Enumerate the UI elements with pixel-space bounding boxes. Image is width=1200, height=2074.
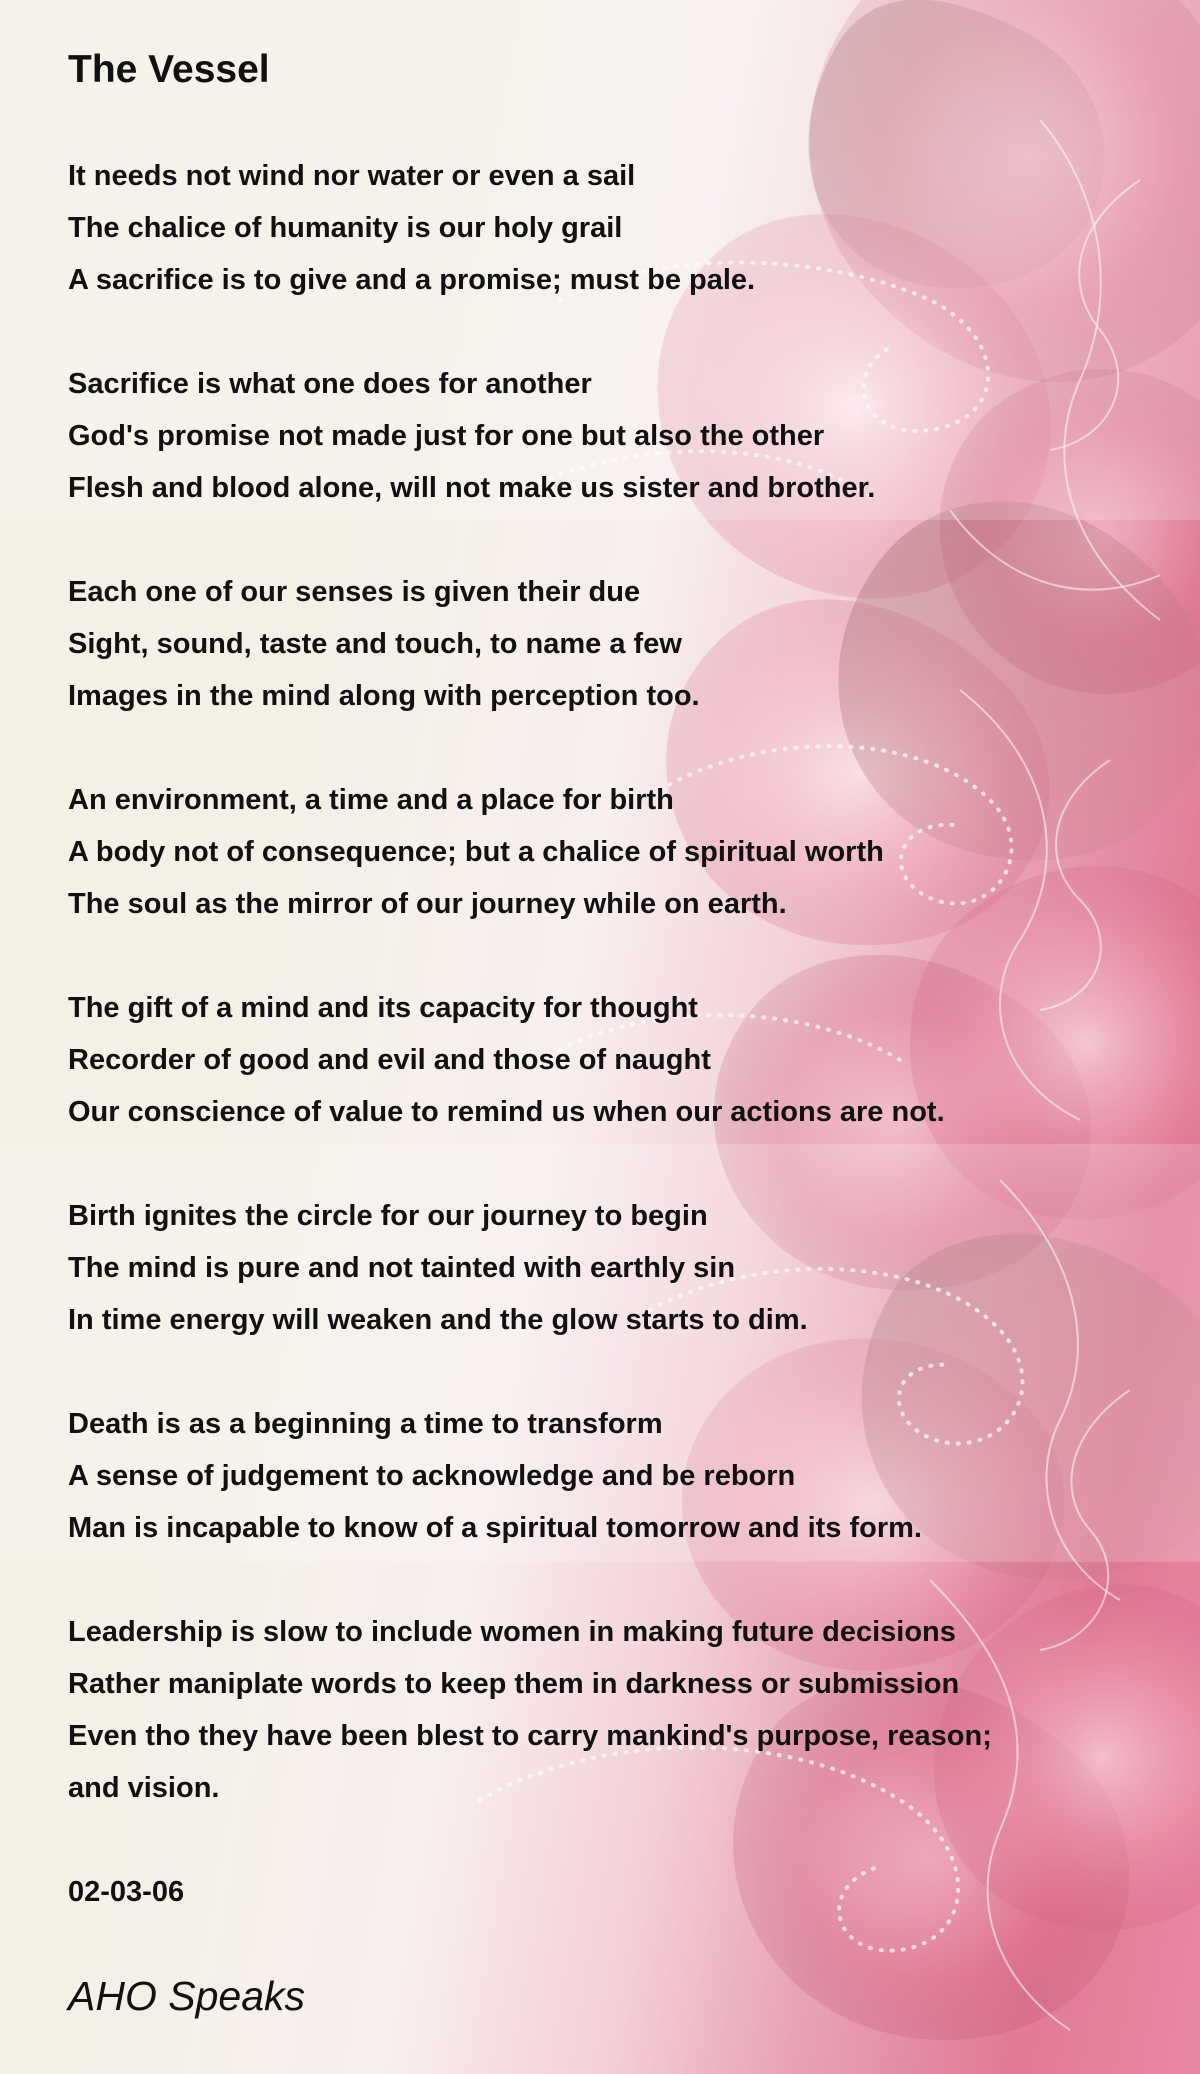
stanza-gap xyxy=(68,930,1128,982)
stanza-8 xyxy=(68,1606,1128,1814)
poem-line: The mind is pure and not tainted with earthly sin xyxy=(68,1252,736,1284)
stanza-gap xyxy=(68,1554,1128,1606)
stanza-4 xyxy=(68,774,1128,930)
poem-line: A body not of consequence; but a chalice of spiritual worth xyxy=(68,836,884,868)
poem-line: Leadership is slow to include women in making future decisions xyxy=(68,1616,956,1648)
poem-line: Sight, sound, taste and touch, to name a few xyxy=(68,628,682,660)
poem-line: The chalice of humanity is our holy grail xyxy=(68,212,623,244)
poem-line: Sacrifice is what one does for another xyxy=(68,368,592,400)
stanza-gap xyxy=(68,1138,1128,1190)
poem-line: God's promise not made just for one but also the other xyxy=(68,420,825,452)
poem-line: Our conscience of value to remind us when our actions are not. xyxy=(68,1096,945,1128)
stanza-6 xyxy=(68,1190,1128,1346)
stanza-7 xyxy=(68,1398,1128,1554)
poem-line: Each one of our senses is given their due xyxy=(68,576,641,608)
stanza-2 xyxy=(68,358,1128,514)
poem-line: and vision. xyxy=(68,1772,220,1804)
poem-author: AHO Speaks xyxy=(68,1973,305,2019)
poem-line: Recorder of good and evil and those of naught xyxy=(68,1044,711,1076)
poem-line: Flesh and blood alone, will not make us sister and brother. xyxy=(68,472,876,504)
stanza-5 xyxy=(68,982,1128,1138)
stanza-gap xyxy=(68,514,1128,566)
poem-title: The Vessel xyxy=(68,48,270,91)
stanza-1 xyxy=(68,150,1128,306)
stanza-gap xyxy=(68,1346,1128,1398)
poem-line: The soul as the mirror of our journey while on earth. xyxy=(68,888,787,920)
poem-line: A sense of judgement to acknowledge and be reborn xyxy=(68,1460,796,1492)
poem-line: Man is incapable to know of a spiritual tomorrow and its form. xyxy=(68,1512,922,1544)
poem-line: Death is as a beginning a time to transform xyxy=(68,1408,663,1440)
poem-line: In time energy will weaken and the glow starts to dim. xyxy=(68,1304,808,1336)
stanza-gap xyxy=(68,306,1128,358)
poem-line: A sacrifice is to give and a promise; must be pale. xyxy=(68,264,756,296)
stanza-3 xyxy=(68,566,1128,722)
poem-line: It needs not wind nor water or even a sail xyxy=(68,160,636,192)
poem-line: Birth ignites the circle for our journey to begin xyxy=(68,1200,708,1232)
poem-body xyxy=(68,150,1128,1814)
poem-line: Rather maniplate words to keep them in darkness or submission xyxy=(68,1668,960,1700)
poem-date: 02-03-06 xyxy=(68,1876,185,1908)
poem-line: An environment, a time and a place for birth xyxy=(68,784,674,816)
poem-line: Even tho they have been blest to carry mankind's purpose, reason; xyxy=(68,1720,992,1752)
poem-line: The gift of a mind and its capacity for thought xyxy=(68,992,698,1024)
stanza-gap xyxy=(68,722,1128,774)
poem-line: Images in the mind along with perception too. xyxy=(68,680,700,712)
